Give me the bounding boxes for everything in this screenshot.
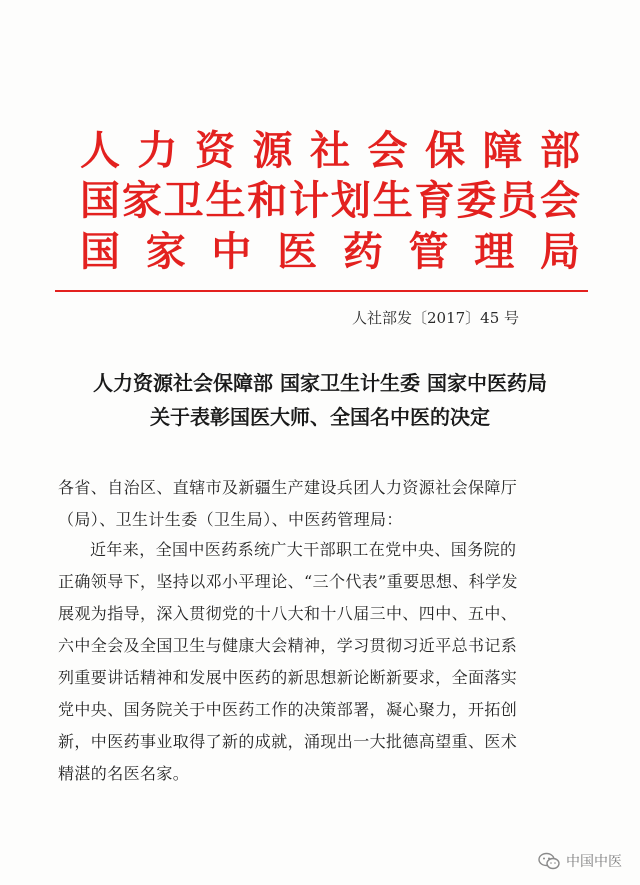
document-title-line-2: 关于表彰国医大师、全国名中医的决定	[150, 405, 490, 429]
wechat-icon	[538, 852, 560, 870]
paragraph-line: 列重要讲话精神和发展中医药的新思想新论断新要求，全面落实	[58, 668, 518, 687]
paragraph-line: 党中央、国务院关于中医药工作的决策部署，凝心聚力，开拓创	[58, 700, 518, 719]
paragraph-line: 六中全会及全国卫生与健康大会精神，学习贯彻习近平总书记系	[58, 636, 518, 655]
paragraph-line: 展观为指导，深入贯彻党的十八大和十八届三中、四中、五中、	[58, 604, 518, 623]
paragraph-line: 近年来，全国中医药系统广大干部职工在党中央、国务院的	[90, 540, 517, 559]
body-paragraph	[58, 534, 588, 790]
issuer-ministry-hrss: 人力资源社会保障部	[80, 127, 580, 174]
source-watermark	[538, 851, 622, 871]
header-divider	[55, 290, 588, 292]
watermark-text: 中国中医	[566, 854, 622, 870]
addressee-block	[58, 472, 588, 536]
issuer-tcm-administration: 国家中医药管理局	[80, 228, 580, 275]
document-number: 人社部发〔2017〕45 号	[352, 309, 520, 327]
addressee-line: 各省、自治区、直辖市及新疆生产建设兵团人力资源社会保障厅	[58, 478, 518, 497]
paragraph-line: 正确领导下，坚持以邓小平理论、“三个代表”重要思想、科学发	[58, 572, 518, 591]
paragraph-line: 新，中医药事业取得了新的成就，涌现出一大批德高望重、医术	[58, 732, 518, 751]
paragraph-line: 精湛的名医名家。	[58, 764, 190, 783]
addressee-line: （局）、卫生计生委（卫生局）、中医药管理局：	[58, 510, 403, 529]
document-title-line-1: 人力资源社会保障部 国家卫生计生委 国家中医药局	[93, 371, 547, 395]
issuer-health-commission: 国家卫生和计划生育委员会	[80, 177, 580, 224]
